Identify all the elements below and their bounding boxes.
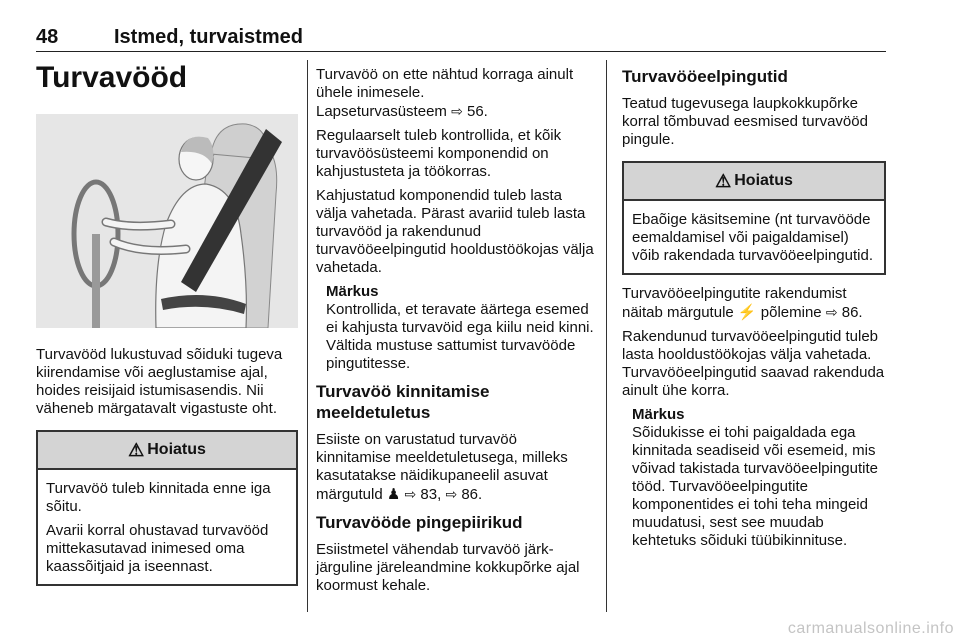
note-box-2 <box>632 406 886 550</box>
indicator-text-mid: põlemine <box>760 304 822 321</box>
column-3 <box>622 66 886 558</box>
page-number: 48 <box>36 26 59 48</box>
paragraph-one-person-text: Turvavöö on ette nähtud korraga ainult ühele inimesele. <box>316 66 574 101</box>
ref-arrow-icon: ⇨ <box>445 486 458 502</box>
ref-arrow-icon: ⇨ <box>825 304 838 320</box>
seatbelt-illustration <box>36 114 298 328</box>
paragraph-pretensioners: Teatud tugevusega laupkokkupõrke korral tõmbuvad eesmised turvavööd pingule. <box>622 95 868 148</box>
warning-text-1: Turvavöö tuleb kinnitada enne iga sõitu. <box>46 480 271 515</box>
heading-reminder: Turvavöö kinnitamise meeldetuletus <box>316 382 490 422</box>
reminder-page-ref-2[interactable]: 86. <box>461 486 483 503</box>
warning-body <box>38 470 296 584</box>
paragraph-one-person <box>316 66 594 121</box>
warning-header <box>624 163 884 201</box>
child-restraint-text: Lapseturvasüsteem <box>316 103 447 120</box>
reminder-text: Esiiste on varustatud turvavöö kinnitamise meeldetuletusega, milleks kasutatakse näidikupaneelil asuvat märgutuld <box>316 431 568 503</box>
warning-box-1 <box>36 430 298 586</box>
paragraph-check: Regulaarselt tuleb kontrollida, et kõik turvavöösüsteemi komponendid on kahjustusteta ja töökorras. <box>316 127 562 180</box>
paragraph-indicator <box>622 285 886 322</box>
heading-pretensioners: Turvavööeelpingutid <box>622 67 788 86</box>
paragraph-limiters: Esiistmetel vähendab turvavöö järk-järguline järeleandmine kokkupõrke ajal koormust kehale. <box>316 541 580 594</box>
column-2 <box>316 66 594 601</box>
reminder-page-ref-1[interactable]: 83, <box>420 486 442 503</box>
note-text: Kontrollida, et teravate äärtega esemed ei kahjusta turvavöid ega kiilu neid kinni. Vältida mustuse sattumist turvavööde pingutitesse. <box>326 301 594 372</box>
ref-arrow-icon: ⇨ <box>451 103 463 119</box>
running-title: Istmed, turvaistmed <box>114 26 303 48</box>
seatbelt-warning-icon: ♟ <box>386 486 401 503</box>
note-title: Märkus <box>326 283 379 300</box>
warning-triangle-icon: ⚠ <box>715 171 732 191</box>
section-title: Turvavööd <box>36 61 188 94</box>
heading-limiters: Turvavööde pingepiirikud <box>316 513 523 532</box>
warning-label: Hoiatus <box>734 172 793 189</box>
watermark: carmanualsonline.info <box>787 620 954 637</box>
warning-header <box>38 432 296 470</box>
column-divider-2 <box>606 60 607 612</box>
column-divider-1 <box>307 60 308 612</box>
airbag-warning-icon: ⚡ <box>737 304 757 321</box>
warning-triangle-icon: ⚠ <box>128 440 145 460</box>
warning-text-2: Avarii korral ohustavad turvavööd mittekasutavad inimesed oma kaassõitjaid ja iseennast. <box>46 522 269 575</box>
indicator-text: Turvavööeelpingutite rakendumist näitab märgutule <box>622 285 847 321</box>
note-text: Sõidukisse ei tohi paigaldada ega kinnitada seadiseid või esemeid, mis võivad takistada turvavööeelpingutite tööd. Turvavööeelpingutite komponentides ei tohi teha mingeid muudatusi, sest see muudab kehtetuks sõiduki tüübikinnituse. <box>632 424 878 549</box>
paragraph-reminder <box>316 431 594 504</box>
warning-box-2 <box>622 161 886 275</box>
column-1 <box>36 60 298 596</box>
warning-label: Hoiatus <box>147 441 206 458</box>
warning-text: Ebaõige käsitsemine (nt turvavööde eemaldamisel või paigaldamisel) võib rakendada turvavööeelpingutid. <box>632 211 874 264</box>
indicator-page-ref[interactable]: 86. <box>841 304 863 321</box>
page-header <box>36 26 886 52</box>
warning-body <box>624 201 884 273</box>
paragraph-replace: Kahjustatud komponendid tuleb lasta välja vahetada. Pärast avariid tuleb lasta turvavööd ja rakendunud turvavööeelpingutid hooldustöökojas välja vahetada. <box>316 187 594 276</box>
paragraph-replace-pretensioners: Rakendunud turvavööeelpingutid tuleb lasta hooldustöökojas välja vahetada. Turvavööeelpingutid saavad rakenduda ainult ühe korra. <box>622 328 885 399</box>
note-title: Märkus <box>632 406 685 423</box>
intro-paragraph: Turvavööd lukustuvad sõiduki tugeva kiirendamise või aeglustamise ajal, hoides reisijaid istumisasendis. Nii väheneb märgatavalt vigastuste oht. <box>36 346 283 417</box>
ref-arrow-icon: ⇨ <box>404 486 417 502</box>
child-restraint-page-ref[interactable]: 56. <box>466 103 488 120</box>
note-box-1 <box>326 283 594 373</box>
